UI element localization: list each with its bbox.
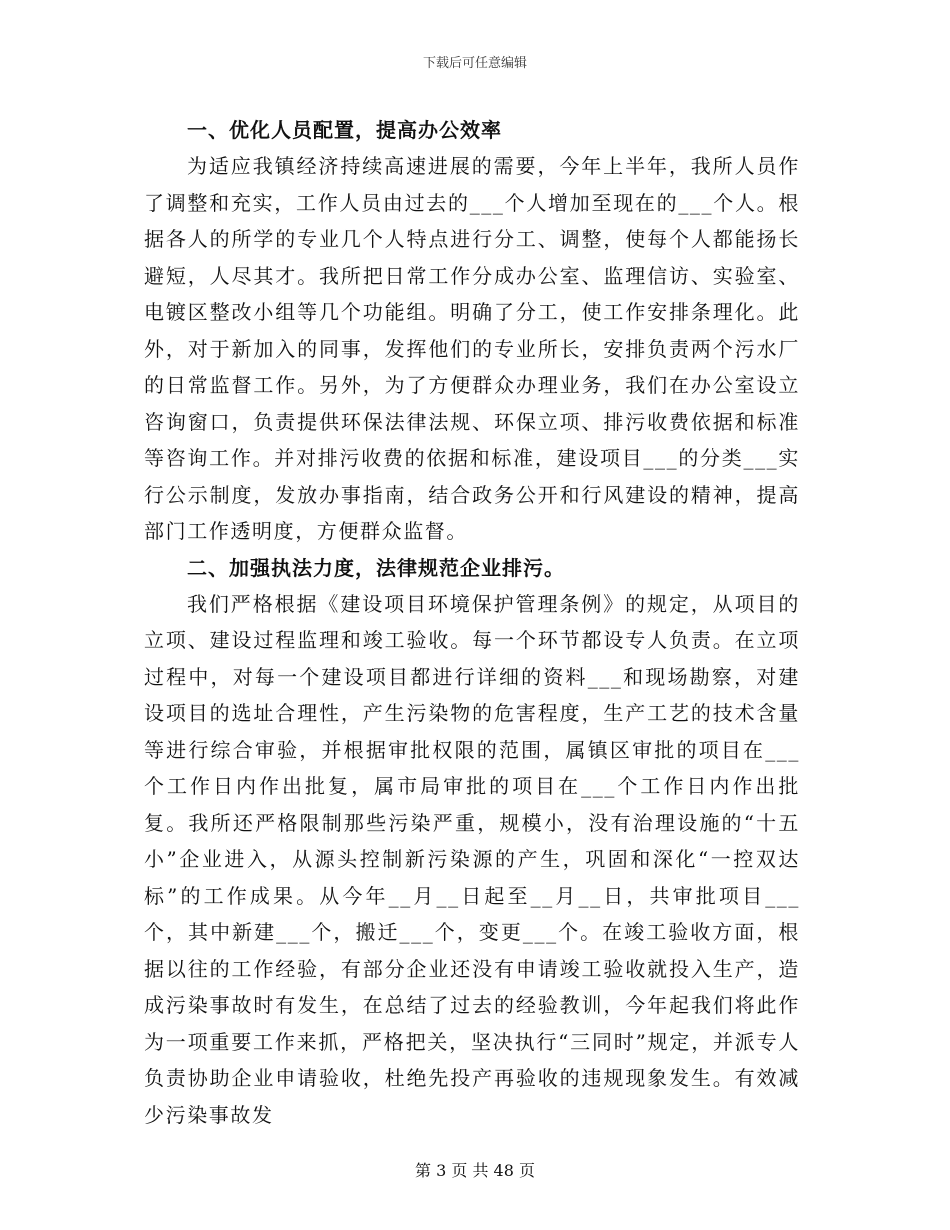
section-heading-1: 一、优化人员配置，提高办公效率 bbox=[187, 118, 502, 142]
header-note: 下载后可任意编辑 bbox=[422, 56, 527, 71]
section-paragraph-2: 我们严格根据《建设项目环境保护管理条例》的规定，从项目的立项、建设过程监理和竣工验收。每一个环节都设专人负责。在立项过程中，对每一个建设项目都进行详细的资料___和现场勘察，对建设项目的选址合理性，产生污染物的危害程度，生产工艺的技术含量等进行综合审验，并根据审批权限的范围，属镇区审批的项目在___个工作日内作出批复，属市局审批的项目在___个工作日内作出批复。我所还严格限制那些污染严重，规模小，没有治理设施的“十五小”企业进入，从源头控制新污染源的产生，巩固和深化“一控双达标”的工作成果。从今年__月__日起至__月__日，共审批项目___个，其中新建___个，搬迁___个，变更___个。在竣工验收方面，根据以往的工作经验，有部分企业还没有申请竣工验收就投入生产，造成污染事故时有发生，在总结了过去的经验教训，今年起我们将此作为一项重要工作来抓，严格把关，坚决执行“三同时”规定，并派专人负责协助企业申请验收，杜绝先投产再验收的违规现象发生。有效减少污染事故发 bbox=[144, 591, 800, 1127]
section-heading-2: 二、加强执法力度，法律规范企业排污。 bbox=[187, 555, 565, 580]
document-body bbox=[144, 112, 800, 1133]
page-number: 第 3 页 共 48 页 bbox=[415, 1161, 535, 1180]
section-paragraph-1: 为适应我镇经济持续高速进展的需要，今年上半年，我所人员作了调整和充实，工作人员由过去的___个人增加至现在的___个人。根据各人的所学的专业几个人特点进行分工、调整，使每个人都能扬长避短，人尽其才。我所把日常工作分成办公室、监理信访、实验室、电镀区整改小组等几个功能组。明确了分工，使工作安排条理化。此外，对于新加入的同事，发挥他们的专业所长，安排负责两个污水厂的日常监督工作。另外，为了方便群众办理业务，我们在办公室设立咨询窗口，负责提供环保法律法规、环保立项、排污收费依据和标准等咨询工作。并对排污收费的依据和标准，建设项目___的分类___实行公示制度，发放办事指南，结合政务公开和行风建设的精神，提高部门工作透明度，方便群众监督。 bbox=[144, 154, 800, 543]
